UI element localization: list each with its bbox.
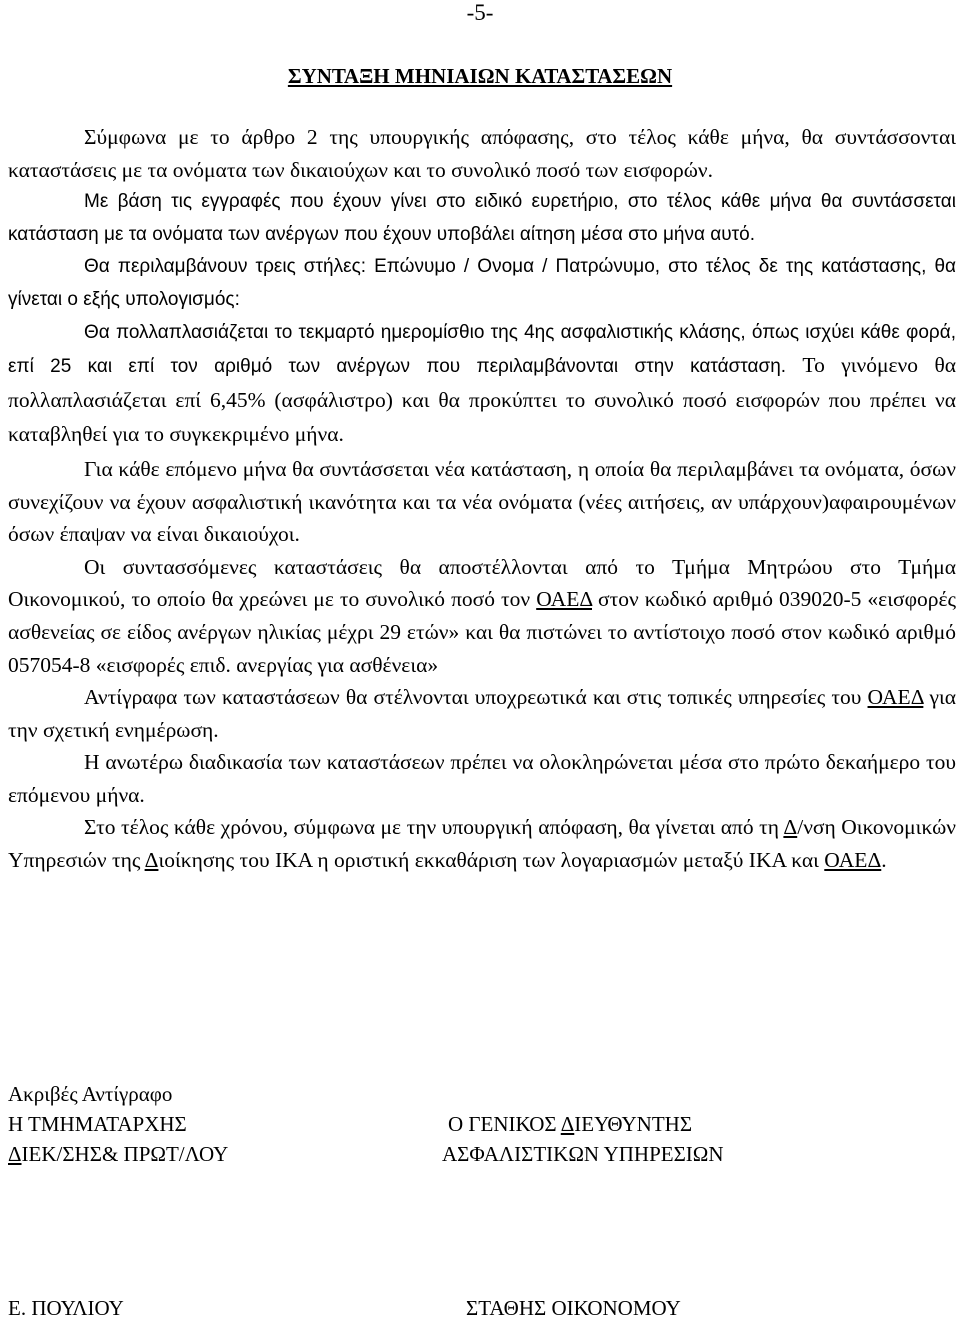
paragraph-2: Με βάση τις εγγραφές που έχουν γίνει στο ειδικό ευρετήριο, στο τέλος κάθε μήνα θα συντάσσεται κατάσταση με τα ονόματα των ανέργων που έχουν υποβάλει αίτηση μέσα στο μήνα αυτό. (8, 191, 956, 245)
paragraph-4 (8, 317, 956, 453)
signature-right-department: ΑΣΦΑΛΙΣΤΙΚΩΝ ΥΠΗΡΕΣΙΩΝ (442, 1142, 724, 1166)
paragraph-6-text-a: Οι συντασσόμενες καταστάσεις θα αποστέλλονται από το Τμήμα Μητρώου στο Τμήμα Οικονομικού, το οποίο θα χρεώνει με το συνολικό ποσό τον (8, 554, 956, 612)
oaed-abbreviation: ΟΑΕΔ (536, 587, 592, 612)
document-body (8, 121, 956, 877)
signature-right-role-b: ΙΕΥΘΥΝΤΗΣ (574, 1112, 693, 1136)
delta-letter: Δ (144, 848, 159, 873)
paragraph-6-text-b: στον κωδικό αριθμό 039020-5 «εισφορές ασθενείας σε είδος ανέργων ηλικίας μέχρι 29 ετών» και θα πιστώνει το αντίστοιχο ποσό στον κωδικό αριθμό 057054-8 «εισφορές επιδ. ανεργίας για ασθένεια» (8, 587, 957, 677)
page-number: -5- (466, 0, 494, 25)
delta-letter: Δ (8, 1142, 22, 1166)
paragraph-9 (8, 811, 956, 876)
signature-right-role-a: Ο ΓΕΝΙΚΟΣ (448, 1112, 561, 1136)
paragraph-1: Σύμφωνα με το άρθρο 2 της υπουργικής απόφασης, στο τέλος κάθε μήνα, θα συντάσσονται καταστάσεις με τα ονόματα των δικαιούχων και το συνολικό ποσό των εισφορών. (8, 125, 956, 182)
paragraph-6 (8, 551, 956, 681)
paragraph-4-calculation: Θα πολλαπλασιάζεται το τεκμαρτό ημερομίσθιο της 4ης ασφαλιστικής κλάσης, όπως ισχύει κάθε φορά, επί 25 και επί τον αριθμό των ανέργων που περιλαμβάνονται στην κατάσταση. (8, 321, 956, 378)
paragraph-7-text-b: για την σχετική ενημέρωση. (8, 685, 957, 742)
signature-left-copy-label: Ακριβές Αντίγραφο (8, 1082, 173, 1106)
signature-left-role: Η ΤΜΗΜΑΤΑΡΧΗΣ (8, 1112, 187, 1136)
oaed-abbreviation: ΟΑΕΔ (867, 685, 924, 710)
paragraph-5: Για κάθε επόμενο μήνα θα συντάσσεται νέα κατάσταση, η οποία θα περιλαμβάνει τα ονόματα, όσων συνεχίζουν να έχουν ασφαλιστική ικανότητα και τα νέα ονόματα (νέες αιτήσεις, αν υπάρχουν)αφαιρουμένων όσων έπαψαν να είναι δικαιούχοι. (8, 456, 956, 547)
paragraph-8: Η ανωτέρω διαδικασία των καταστάσεων πρέπει να ολοκληρώνεται μέσα στο πρώτο δεκαήμερο του επόμενου μήνα. (8, 750, 956, 807)
signature-left-department-text: ΙΕΚ/ΣΗΣ& ΠΡΩΤ/ΛΟΥ (21, 1142, 229, 1166)
paragraph-4-product: Το γινόμενο θα πολλαπλασιάζεται επί 6,45% (ασφάλιστρο) και θα προκύπτει το συνολικό ποσό εισφορών που πρέπει να καταβληθεί για το συγκεκριμένο μήνα. (8, 353, 957, 447)
signature-left-department (8, 1139, 228, 1169)
paragraph-3: Θα περιλαμβάνουν τρεις στήλες: Επώνυμο / Ονομα / Πατρώνυμο, στο τέλος δε της κατάστασης, θα γίνεται ο εξής υπολογισμός: (8, 256, 956, 310)
paragraph-9-text-c: ιοίκησης του ΙΚΑ η οριστική εκκαθάριση των λογαριασμών μεταξύ ΙΚΑ και (158, 848, 819, 873)
delta-letter: Δ (783, 815, 798, 840)
paragraph-9-text-b: /νση Οικονομικών Υπηρεσιών της (8, 815, 956, 873)
page-title: ΣΥΝΤΑΞΗ ΜΗΝΙΑΙΩΝ ΚΑΤΑΣΤΑΣΕΩΝ (287, 64, 673, 88)
paragraph-7 (8, 681, 956, 746)
delta-letter: Δ (560, 1112, 575, 1136)
oaed-abbreviation: ΟΑΕΔ (824, 848, 882, 873)
paragraph-9-text-a: Στο τέλος κάθε χρόνου, σύμφωνα με την υπουργική απόφαση, θα γίνεται από τη (84, 815, 780, 840)
signature-left-name: Ε. ΠΟΥΛΙΟΥ (8, 1296, 124, 1320)
signature-right-role (448, 1109, 692, 1139)
paragraph-7-text-a: Αντίγραφα των καταστάσεων θα στέλνονται υποχρεωτικά και στις τοπικές υπηρεσίες του (84, 685, 862, 710)
signature-right-name: ΣΤΑΘΗΣ ΟΙΚΟΝΟΜΟΥ (466, 1296, 681, 1320)
paragraph-9-text-d: . (881, 848, 887, 873)
